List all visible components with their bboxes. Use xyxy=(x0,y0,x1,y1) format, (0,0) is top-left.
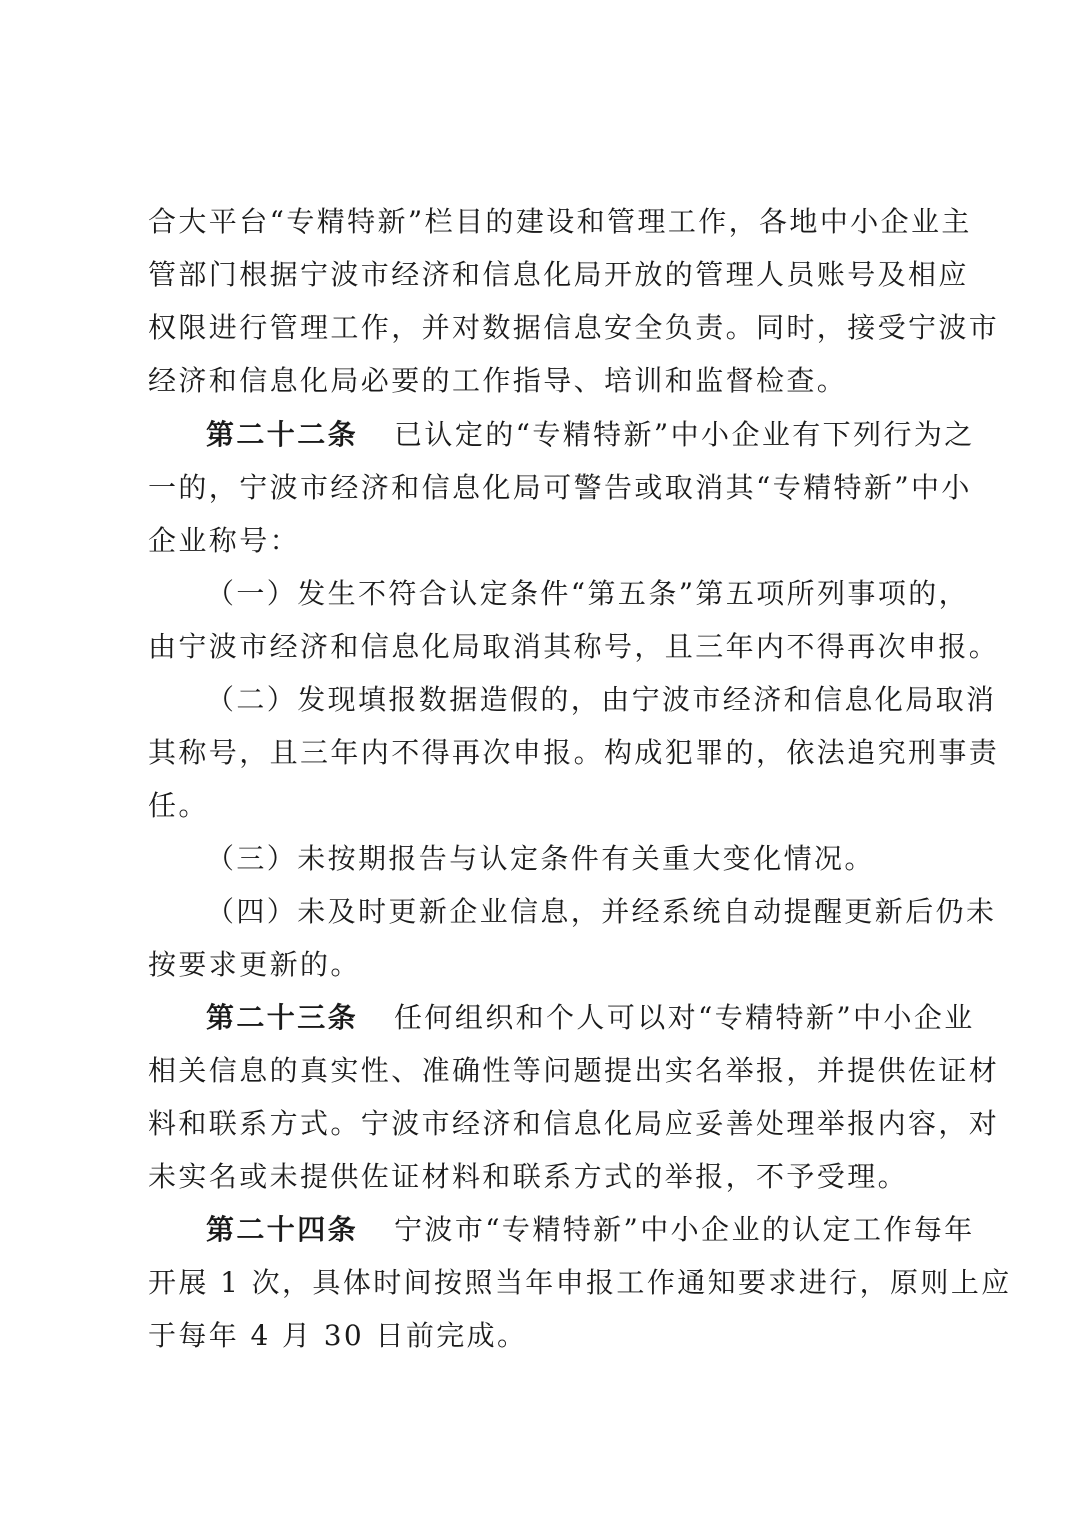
article-text: 任何组织和个人可以对“专精特新”中小企业 xyxy=(394,1001,975,1034)
list-item-line: （三）未按期报告与认定条件有关重大变化情况。 xyxy=(206,842,875,875)
text-line: 企业称号： xyxy=(148,524,301,557)
article-text: 已认定的“专精特新”中小企业有下列行为之 xyxy=(394,418,975,451)
text-line: 开展 1 次，具体时间按照当年申报工作通知要求进行，原则上应 xyxy=(148,1266,1012,1299)
list-item-line: （一）发生不符合认定条件“第五条”第五项所列事项的， xyxy=(206,577,970,610)
text-line: 经济和信息化局必要的工作指导、培训和监督检查。 xyxy=(148,364,848,397)
text-line: 一的，宁波市经济和信息化局可警告或取消其“专精特新”中小 xyxy=(148,471,972,504)
text-line: 相关信息的真实性、准确性等问题提出实名举报，并提供佐证材 xyxy=(148,1054,1000,1087)
text-line: 其称号，且三年内不得再次申报。构成犯罪的，依法追究刑事责 xyxy=(148,736,1000,769)
text-line: 按要求更新的。 xyxy=(148,948,361,981)
text-line: 未实名或未提供佐证材料和联系方式的举报，不予受理。 xyxy=(148,1160,909,1193)
list-item-line: （二）发现填报数据造假的，由宁波市经济和信息化局取消 xyxy=(206,683,997,716)
text-line: 于每年 4 月 30 日前完成。 xyxy=(148,1319,528,1352)
list-item-line: （四）未及时更新企业信息，并经系统自动提醒更新后仍未 xyxy=(206,895,997,928)
text-line: 任。 xyxy=(148,789,209,822)
article-23-first-line xyxy=(206,998,975,1038)
article-text: 宁波市“专精特新”中小企业的认定工作每年 xyxy=(394,1213,975,1246)
text-line: 合大平台“专精特新”栏目的建设和管理工作，各地中小企业主 xyxy=(148,205,972,238)
article-22-first-line xyxy=(206,415,975,455)
text-line: 料和联系方式。宁波市经济和信息化局应妥善处理举报内容，对 xyxy=(148,1107,1000,1140)
article-24-first-line xyxy=(206,1210,975,1250)
article-heading: 第二十三条 xyxy=(206,1001,359,1034)
article-heading: 第二十二条 xyxy=(206,418,359,451)
text-line: 权限进行管理工作，并对数据信息安全负责。同时，接受宁波市 xyxy=(148,311,1000,344)
text-line: 管部门根据宁波市经济和信息化局开放的管理人员账号及相应 xyxy=(148,258,969,291)
text-line: 由宁波市经济和信息化局取消其称号，且三年内不得再次申报。 xyxy=(148,630,1000,663)
article-heading: 第二十四条 xyxy=(206,1213,359,1246)
